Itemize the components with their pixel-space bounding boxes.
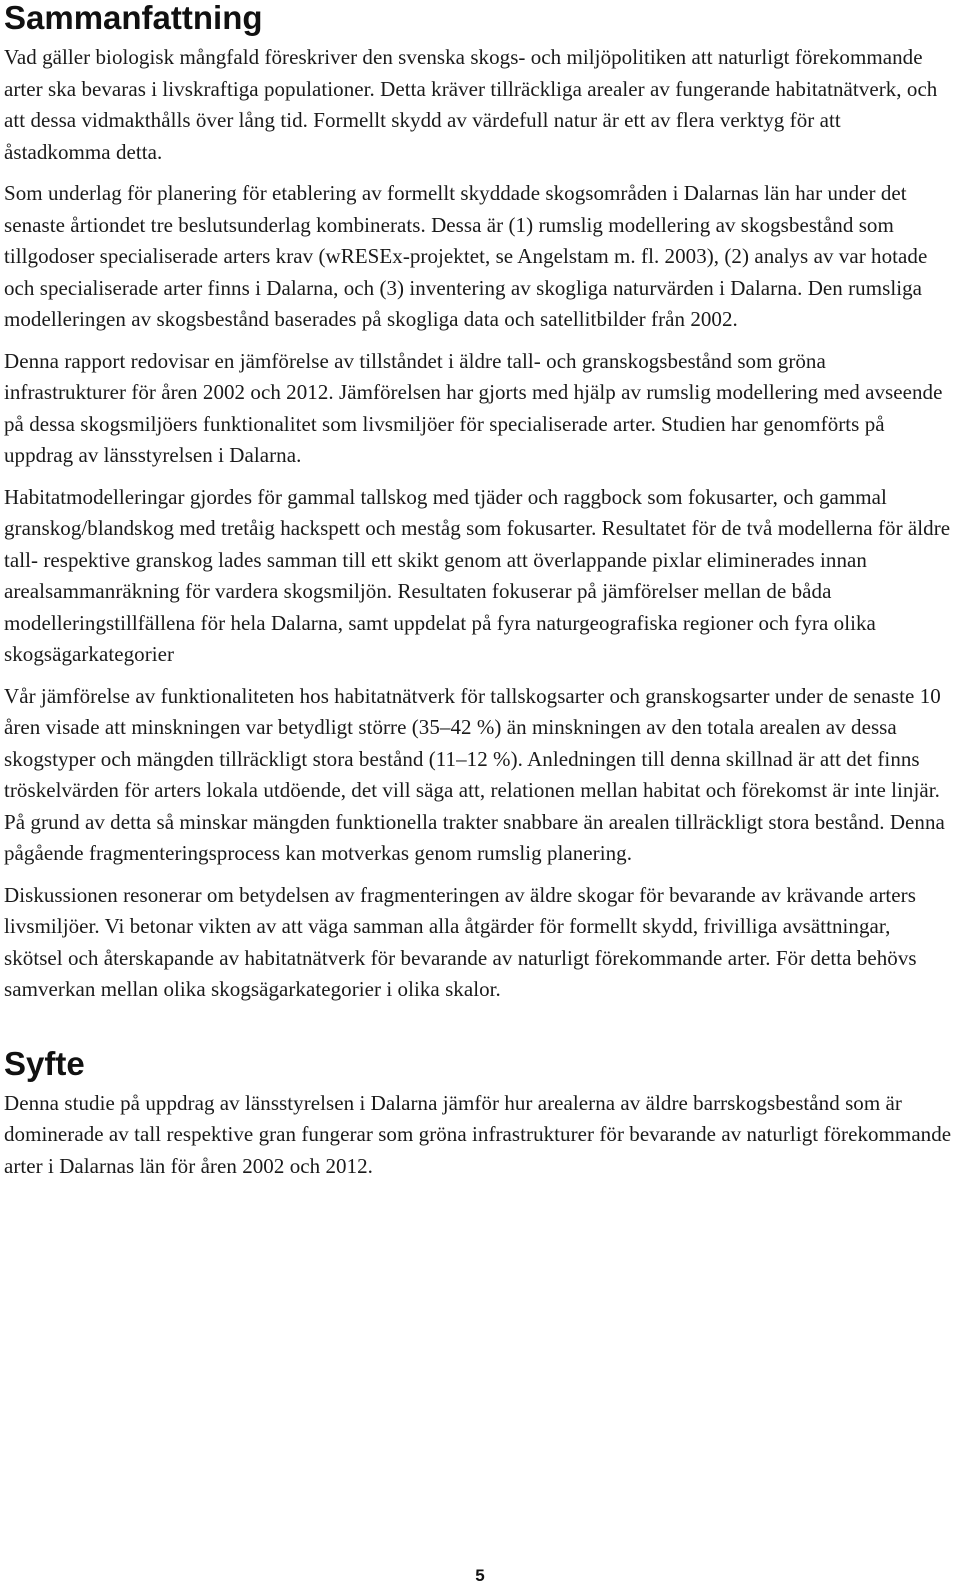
summary-paragraph-4: Habitatmodelleringar gjordes för gammal tallskog med tjäder och raggbock som fokusarter, och gammal granskog/blandskog med tretåig hackspett och meståg som fokusarter. Resultatet för de två modellerna för äldre tall- respektive granskog lades samman till ett skikt genom att överlappande pixlar eliminerades innan arealsammanräkning för vardera skogsmiljön. Resultaten fokuserar på jämförelser mellan de båda modelleringstillfällena för hela Dalarna, samt uppdelat på fyra naturgeografiska regioner och fyra olika skogsägarkategorier xyxy=(4,484,951,666)
summary-paragraph-2: Som underlag för planering för etablering av formellt skyddade skogsområden i Dalarnas län har under det senaste årtiondet tre beslutsunderlag kombinerats. Dessa är (1) rumslig modellering av skogsbestånd som tillgodoser specialiserade arters krav (wRESEx-projektet, se Angelstam m. fl. 2003), (2) analys av var hotade och specialiserade arter finns i Dalarna, och (3) inventering av skogliga naturvärden i Dalarna. Den rumsliga modelleringen av skogsbestånd baserades på skogliga data och satellitbilder från 2002. xyxy=(4,181,928,331)
summary-paragraph-3: Denna rapport redovisar en jämförelse av tillståndet i äldre tall- och granskogsbestånd som gröna infrastrukturer för åren 2002 och 2012. Jämförelsen har gjorts med hjälp av rumslig modellering med avseende på dessa skogsmiljöers funktionalitet som livsmiljöer för specialiserade arter. Studien har genomförts på uppdrag av länsstyrelsen i Dalarna. xyxy=(4,348,943,467)
section-heading-sammanfattning: Sammanfattning xyxy=(4,0,263,36)
summary-paragraph-6: Diskussionen resonerar om betydelsen av fragmenteringen av äldre skogar för bevarande av krävande arters livsmiljöer. Vi betonar vikten av att väga samman alla åtgärder för formellt skydd, frivilliga avsättningar, skötsel och återskapande av habitatnätverk för bevarande av naturligt förekommande arter. För detta behövs samverkan mellan olika skogsägarkategorier i olika skalor. xyxy=(4,882,917,1001)
summary-paragraph-1: Vad gäller biologisk mångfald föreskriver den svenska skogs- och miljöpolitiken att naturligt förekommande arter ska bevaras i livskraftiga populationer. Detta kräver tillräckliga arealer av fungerande habitatnätverk, och att dessa vidmakthålls över lång tid. Formellt skydd av värdefull natur är ett av flera verktyg för att åstadkomma detta. xyxy=(4,45,938,164)
section-heading-syfte: Syfte xyxy=(4,1044,85,1082)
page-number: 5 xyxy=(475,1566,485,1585)
purpose-paragraph-1: Denna studie på uppdrag av länsstyrelsen i Dalarna jämför hur arealerna av äldre barrskogsbestånd som är dominerade av tall respektive gran fungerar som gröna infrastrukturer för bevarande av naturligt förekommande arter i Dalarnas län för åren 2002 och 2012. xyxy=(4,1090,952,1178)
summary-paragraph-5: Vår jämförelse av funktionaliteten hos habitatnätverk för tallskogsarter och granskogsarter under de senaste 10 åren visade att minskningen var betydligt större (35–42 %) än minskningen av den totala arealen av dessa skogstyper och mängden tillräckligt stora bestånd (11–12 %). Anledningen till denna skillnad är att det finns tröskelvärden för arters lokala utdöende, det vill säga att, relationen mellan habitat och förekomst är inte linjär. På grund av detta så minskar mängden funktionella trakter snabbare än arealen tillräckligt stora bestånd. Denna pågående fragmenteringsprocess kan motverkas genom rumslig planering. xyxy=(4,683,945,865)
